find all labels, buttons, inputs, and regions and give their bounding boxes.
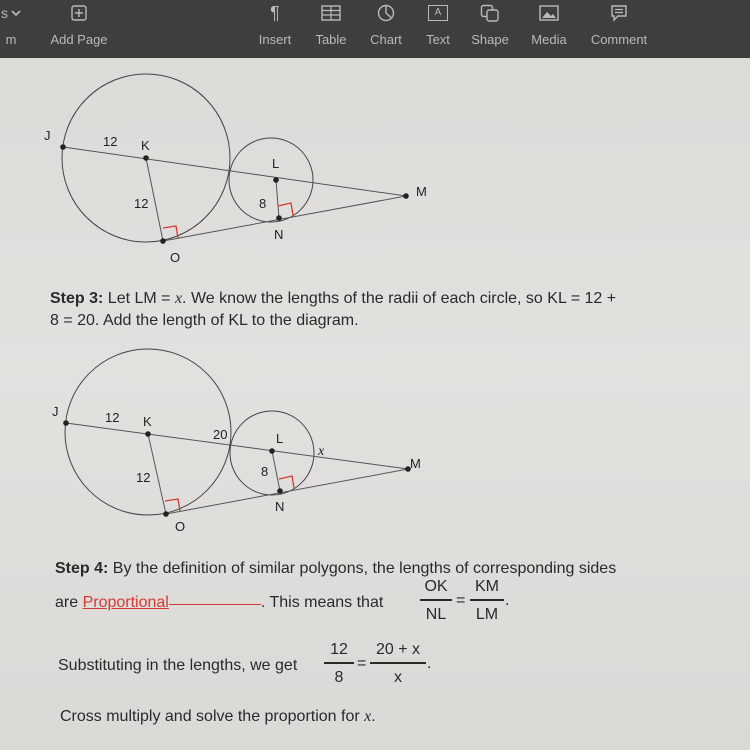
point-l-2 — [269, 448, 275, 454]
length-jk: 12 — [103, 134, 118, 149]
document-page — [0, 58, 750, 750]
cross-multiply-text: Cross multiply and solve the proportion for x. — [60, 708, 376, 725]
point-o-2 — [163, 511, 169, 517]
fraction-ok-nl: OK NL — [420, 578, 452, 624]
add-page-icon — [46, 2, 112, 24]
point-n-2 — [277, 488, 283, 494]
app-toolbar — [0, 0, 750, 58]
point-o — [160, 238, 166, 244]
secant-line — [63, 147, 406, 196]
label-k-2: K — [143, 414, 152, 429]
table-icon — [310, 2, 352, 24]
equals-sign-2: = — [357, 655, 367, 672]
label-j: J — [44, 128, 51, 143]
fraction-12-8: 12 8 — [324, 641, 354, 687]
label-o: O — [170, 250, 181, 265]
diagram-2 — [0, 348, 750, 588]
radius-ln-2 — [272, 451, 280, 491]
length-jk-2: 12 — [105, 410, 120, 425]
label-k: K — [141, 138, 150, 153]
variable-x: x — [174, 290, 183, 307]
period-2: . — [427, 655, 432, 672]
tangent-line-2 — [166, 469, 408, 514]
step-4-text: Step 4: By the definition of similar polygons, the lengths of corresponding sides — [55, 560, 617, 577]
answer-blank[interactable]: Proportional — [82, 594, 169, 611]
radius-ko-2 — [148, 434, 166, 514]
step-4-label: Step 4: — [55, 560, 109, 577]
fraction-km-lm: KM LM — [470, 578, 504, 624]
length-ko-2: 12 — [136, 470, 151, 485]
fraction-20x-x: 20 + x x — [370, 641, 426, 687]
table-button[interactable]: Table — [310, 2, 352, 47]
point-j-2 — [63, 420, 69, 426]
length-ko: 12 — [134, 196, 149, 211]
label-n: N — [274, 227, 284, 242]
point-n — [276, 215, 282, 221]
shape-button[interactable]: Shape — [466, 2, 514, 47]
text-button[interactable]: A Text — [418, 2, 458, 47]
insert-button[interactable]: ¶ Insert — [252, 2, 298, 47]
label-l-2: L — [276, 431, 284, 446]
add-page-button[interactable]: Add Page — [46, 2, 112, 47]
shape-icon — [466, 2, 514, 24]
media-icon — [524, 2, 574, 24]
label-j-2: J — [52, 404, 59, 419]
view-icon: s — [0, 2, 22, 24]
radius-ko — [146, 158, 163, 241]
point-m — [403, 193, 409, 199]
step-4-answer-line: are Proportional . This means that — [55, 594, 384, 611]
length-kl-2: 20 — [213, 427, 228, 442]
chart-button[interactable]: Chart — [364, 2, 408, 47]
point-k-2 — [145, 431, 151, 437]
label-m: M — [416, 184, 427, 199]
length-ln-2: 8 — [261, 464, 269, 479]
point-l — [273, 177, 279, 183]
radius-ln — [276, 180, 279, 218]
answer-underline — [169, 604, 261, 605]
text-box-icon: A — [418, 2, 458, 24]
right-angle-n — [278, 203, 293, 215]
tangent-line — [163, 196, 406, 241]
small-circle — [229, 138, 313, 222]
point-k — [143, 155, 149, 161]
substituting-text: Substituting in the lengths, we get — [58, 657, 298, 674]
length-ln: 8 — [259, 196, 267, 211]
chart-icon — [364, 2, 408, 24]
label-n-2: N — [275, 499, 285, 514]
paragraph-icon: ¶ — [270, 2, 280, 23]
period-1: . — [505, 592, 510, 609]
label-l: L — [272, 156, 280, 171]
right-angle-n-2 — [279, 476, 294, 488]
label-o-2: O — [175, 519, 186, 534]
length-lm-2: x — [318, 444, 325, 459]
equals-sign-1: = — [456, 592, 466, 609]
media-button[interactable]: Media — [524, 2, 574, 47]
step-3-label: Step 3: — [50, 290, 104, 307]
diagram-1 — [0, 58, 750, 298]
comment-button[interactable]: Comment — [584, 2, 654, 47]
point-j — [60, 144, 66, 150]
view-menu-button[interactable]: s m — [0, 2, 22, 47]
step-3-text: Step 3: Let LM = x. We know the lengths of the radii of each circle, so KL = 12 + 8 = 20. Add the length of KL to the diagram. — [50, 290, 617, 329]
comment-icon — [584, 2, 654, 24]
label-m-2: M — [410, 456, 421, 471]
